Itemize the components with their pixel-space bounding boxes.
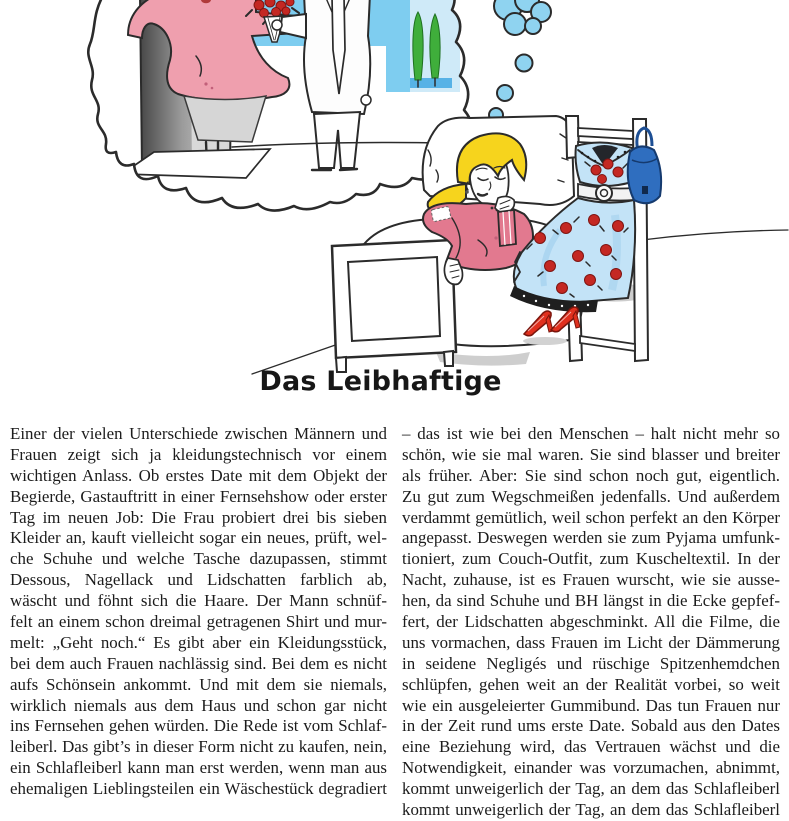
text-line: – das ist wie bei den Menschen – halt nicht mehr so [402,424,780,443]
thought-bubbles [489,0,551,135]
chapter-title-wrap [0,366,775,397]
text-line: kommt unweigerlich der Tag, an dem das Schlafleiberl [402,779,780,799]
text-line-clipped: ehemaligen Lieblingsteilen ein Wäschestück degradiert [10,779,387,799]
text-line: Notwendigkeit, einander was vorzumachen, abnimmt, [402,758,780,778]
text-line: schlüpfen, gehen weit an der Realität vorbei, so weit [402,674,780,694]
right-column-lines [402,424,780,800]
text-line: Begierde, Gastauftritt in einer Fernsehshow oder erster [10,486,387,506]
text-line: Einer der vielen Unterschiede zwischen Männern und [10,424,387,443]
text-line: wäscht und föhnt sich die Haare. Der Mann schnüf- [10,591,387,611]
thought-cloud [88,0,471,211]
text-line: wichtigen Anlass. Ob erstes Date mit dem Objekt der [10,465,387,485]
text-line: aufs Schönsein ankommt. Und mit dem sie niemals, [10,674,387,694]
skirt [184,96,266,142]
earring [465,190,469,194]
body-text [0,424,789,820]
text-line: melt: „Geht noch.“ Es gibt aber ein Kleidungsstück, [10,632,387,652]
text-line: tioniert, zum Couch-Outfit, zum Kuscheltextil. In der [402,549,780,569]
text-line: als früher. Aber: Sie sind schon noch gut, eigentlich. [402,465,780,485]
text-line: che Schuhe und welche Tasche dazupassen, stimmt [10,549,387,569]
text-line: eine Beziehung wird, das Vertrauen wächst und die [402,737,780,757]
text-line: ins Fernsehen gehen würden. Die Rede ist vom Schlaf- [10,716,387,736]
text-line: hen, da sind Schuhe und BH längst in die Ecke gepfef- [402,591,780,611]
text-line: uns vormachen, dass Frauen im Licht der Dämmerung [402,632,780,652]
text-line: bei dem auch Frauen nachlässig sind. Bei dem es nicht [10,653,387,673]
right-column [402,424,780,820]
left-column [10,424,387,799]
text-line: Frauen zeigt sich ja kleidungstechnisch vor einem [10,444,387,464]
text-line: fert, der Lidschatten abgeschminkt. All die Filme, die [402,612,780,632]
text-line: ein Schlafleiberl kann man erst werden, wenn man aus [10,758,387,778]
text-line: wie ein ausgeleierter Gummibund. Das tun Frauen nur [402,695,780,715]
text-line: Tag im neuen Job: Die Frau probiert drei bis sieben [10,507,387,527]
text-line: verdammt gemütlich, weil schon perfekt an den Körper [402,507,780,527]
text-line: angepasst. Deswegen werden sie zum Pyjama umfunk- [402,528,780,548]
text-line: Nacht, zuhause, ist es Frauen wurscht, wie sie ausse- [402,570,780,590]
text-line: schön, wie sie mal waren. Sie sind blasser und breiter [402,444,780,464]
left-column-lines [10,424,387,779]
text-line: wirklich niemals aus dem Haus und schon gar nicht [10,695,387,715]
text-line: in seidene Negligés und rüschige Spitzenhemdchen [402,653,780,673]
dream-illustration [0,0,789,380]
bed-footboard [332,240,456,372]
text-line: Zu gut zum Wegschmeißen jedenfalls. Und außerdem [402,486,780,506]
text-line: in der Zeit rund ums erste Date. Sobald aus den Dates [402,716,780,736]
text-line: leiberl. Das gibt’s in dieser Form nicht zu kaufen, nein, [10,737,387,757]
text-line-clipped: kommt unweigerlich der Tag, an dem das Schlafleiberl [402,800,780,820]
text-line: felt an einem schon dreimal getragenen Shirt und mur- [10,612,387,632]
floor-line [642,230,788,240]
belt-buckle [596,185,612,201]
text-line: Kleider an, kauft vielleicht sogar ein neues, prüft, wel- [10,528,387,548]
text-line: Dessous, Nagellack und Lidschatten farblich ab, [10,570,387,590]
chapter-title: Das Leibhaftige [259,366,502,397]
